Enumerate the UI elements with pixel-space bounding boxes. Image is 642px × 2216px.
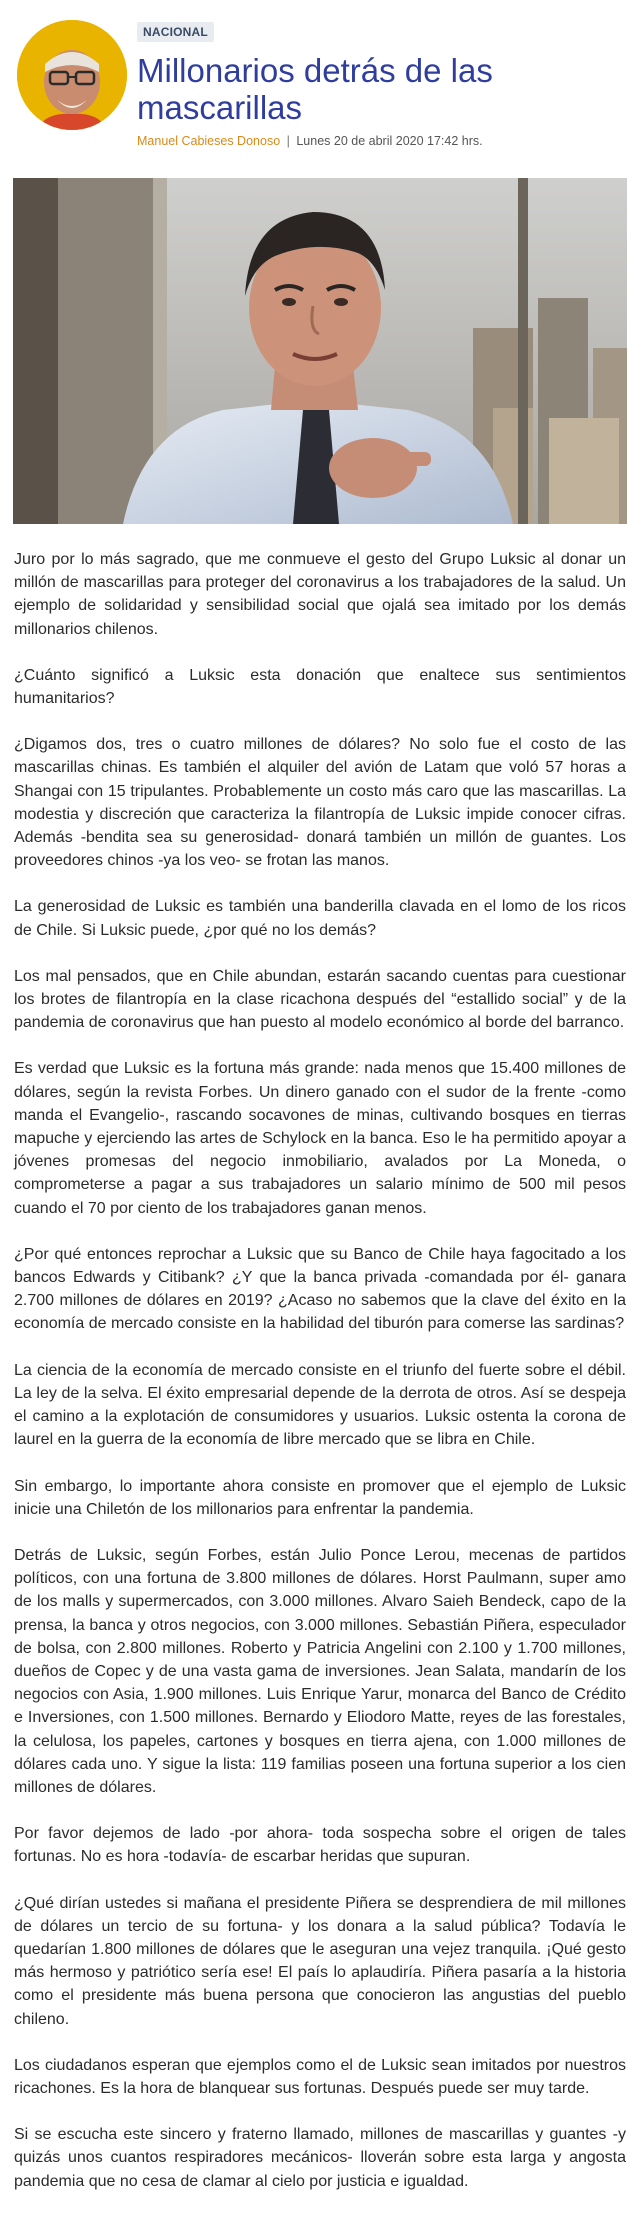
byline-separator: | bbox=[286, 134, 290, 148]
article-paragraph: Sin embargo, lo importante ahora consiste en promover que el ejemplo de Luksic inicie una Chiletón de los millonarios para enfrentar la pandemia. bbox=[14, 1477, 626, 1518]
article-paragraph: Juro por lo más sagrado, que me conmueve el gesto del Grupo Luksic al donar un millón de mascarillas para proteger del coronavirus a los trabajadores de la salud. Un ejemplo de solidaridad y sensibilidad social que ojalá sea imitado por los demás millonarios chilenos. bbox=[14, 551, 626, 638]
article-paragraph: Si se escucha este sincero y fraterno llamado, millones de mascarillas y guantes -y quizás unos cuantos respiradores mecánicos- lloverán sobre esta larga y angosta pandemia que no cesa de clamar al cielo por justicia e igualdad. bbox=[14, 2126, 626, 2190]
author-avatar[interactable] bbox=[17, 20, 127, 130]
article-paragraph: ¿Cuánto significó a Luksic esta donación que enaltece sus sentimientos humanitarios? bbox=[14, 666, 626, 708]
article-paragraph: Es verdad que Luksic es la fortuna más grande: nada menos que 15.400 millones de dólares, según la revista Forbes. Un dinero ganado con el sudor de la frente -como manda el Evangelio-, rascando socavones de minas, cultivando bosques en tierras mapuche y ejerciendo las artes de Schylock en la banca. Eso le ha permitido apoyar a jóvenes promesas del negocio inmobiliario, avalados por La Moneda, o comprometerse a pagar a sus trabajadores un salario mínimo de 500 mil pesos cuando el 70 por ciento de los trabajadores ganan menos. bbox=[14, 1060, 626, 1217]
article-paragraph: Por favor dejemos de lado -por ahora- toda sospecha sobre el origen de tales fortunas. No es hora -todavía- de escarbar heridas que supuran. bbox=[14, 1825, 626, 1866]
article-paragraph: La generosidad de Luksic es también una banderilla clavada en el lomo de los ricos de Chile. Si Luksic puede, ¿por qué no los demás? bbox=[14, 898, 626, 939]
article-paragraph: ¿Qué dirían ustedes si mañana el presidente Piñera se desprendiera de mil millones de dólares un tercio de su fortuna- y los donara a la salud pública? Todavía le quedarían 1.800 millones de dólares que le aseguran una vejez tranquila. ¡Qué gesto más hermoso y patriótico sería ese! El país lo aplaudiría. Piñera pasaría a la historia como el presidente más buena persona que conocieron las angustias del pueblo chileno. bbox=[14, 1894, 626, 2028]
article-paragraph: Detrás de Luksic, según Forbes, están Julio Ponce Lerou, mecenas de partidos políticos, con una fortuna de 3.800 millones de dólares. Horst Paulmann, super amo de los malls y supermercados, con 3.000 millones. Alvaro Saieh Bendeck, capo de la prensa, la banca y otros negocios, con 3.000 millones. Sebastián Piñera, especulador de bolsa, con 2.800 millones. Roberto y Patricia Angelini con 2.100 y 1.700 millones, dueños de Copec y de una vasta gama de inversiones. Jean Salata, mandarín de los negocios con Asia, 1.900 millones. Luis Enrique Yarur, monarca del Banco de Crédito e Inversiones, con 1.500 millones. Bernardo y Eliodoro Matte, reyes de las forestales, la celulosa, los papeles, cartones y bosques en tierra ajena, con 1.000 millones de dólares cada uno. Y sigue la lista: 119 familias poseen una fortuna superior a los cien millones de dólares. bbox=[14, 1546, 626, 1796]
article-paragraph: ¿Por qué entonces reprochar a Luksic que su Banco de Chile haya fagocitado a los bancos Edwards y Citibank? ¿Y que la banca privada -comandada por él- ganara 2.700 millones de dólares en 2019? ¿Acaso no sabemos que la clave del éxito en la economía de mercado consiste en la habilidad del tiburón para comerse las sardinas? bbox=[14, 1245, 626, 1333]
article-body bbox=[14, 548, 626, 2216]
author-link[interactable]: Manuel Cabieses Donoso bbox=[137, 134, 281, 148]
byline bbox=[137, 134, 483, 148]
article-header bbox=[0, 0, 642, 150]
page-title: Millonarios detrás de las mascarillas bbox=[137, 52, 493, 126]
publish-date: Lunes 20 de abril 2020 17:42 hrs. bbox=[296, 134, 483, 148]
article-paragraph: Los ciudadanos esperan que ejemplos como el de Luksic sean imitados por nuestros ricachones. Es la hora de blanquear sus fortunas. Después puede ser muy tarde. bbox=[14, 2056, 626, 2097]
article-photo bbox=[13, 178, 627, 524]
article-paragraph: Los mal pensados, que en Chile abundan, estarán sacando cuentas para cuestionar los brotes de filantropía en la clase ricachona después del “estallido social” y de la pandemia de coronavirus que han puesto al modelo económico al borde del barranco. bbox=[14, 967, 626, 1032]
category-badge[interactable]: NACIONAL bbox=[137, 22, 214, 42]
article-paragraph: La ciencia de la economía de mercado consiste en el triunfo del fuerte sobre el débil. La ley de la selva. El éxito empresarial depende de la derrota de otros. Así se despeja el camino a la explotación de consumidores y usuarios. Luksic ostenta la corona de laurel en la guerra de la economía de libre mercado que se libra en Chile. bbox=[14, 1361, 626, 1449]
article-paragraph: ¿Digamos dos, tres o cuatro millones de dólares? No solo fue el costo de las mascarillas chinas. Es también el alquiler del avión de Latam que voló 57 horas a Shangai con 15 tripulantes. Probablemente un costo más caro que las mascarillas. La modestia y discreción que caracteriza la filantropía de Luksic impide conocer cifras. Además -bendita sea su generosidad- donará también un millón de guantes. Los proveedores chinos -ya los veo- se frotan las manos. bbox=[14, 736, 626, 870]
